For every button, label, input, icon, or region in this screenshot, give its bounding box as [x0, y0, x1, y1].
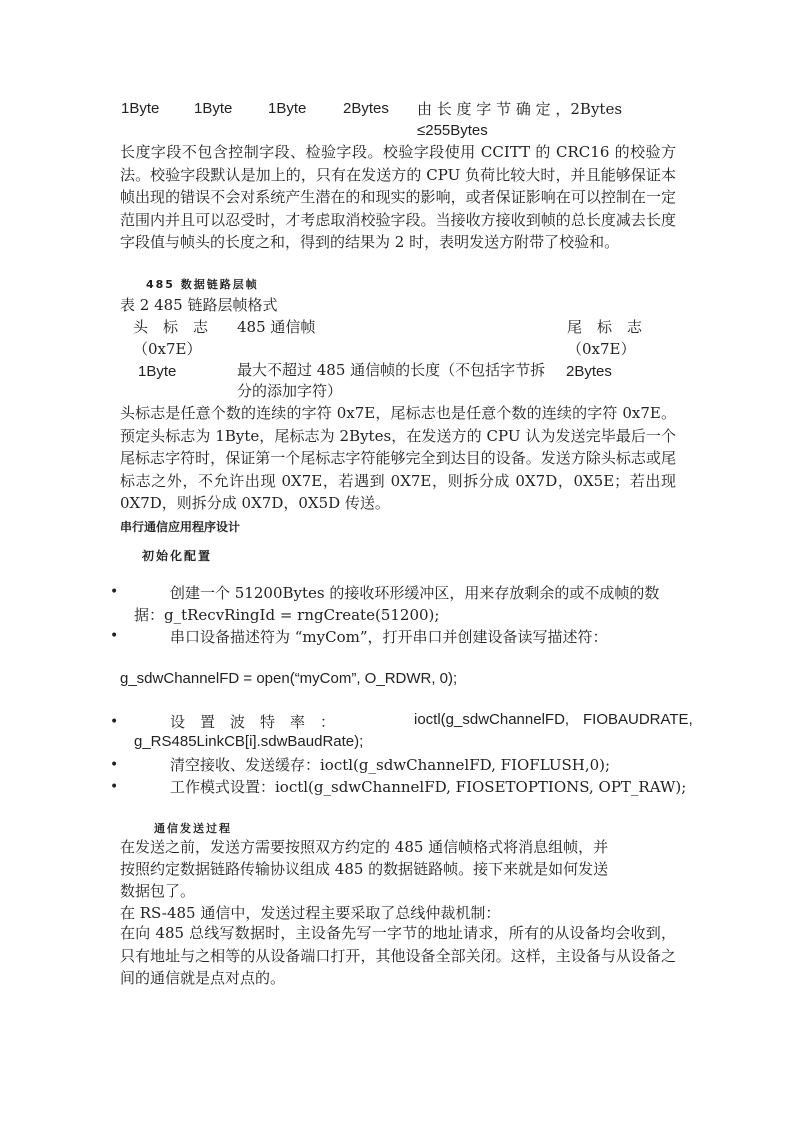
comm-line3: 数据包了。: [120, 882, 196, 900]
bullet4-text: 清空接收、发送缓存：ioctl(g_sdwChannelFD, FIOFLUSH,0);: [170, 756, 611, 774]
bus-write-paragraph: 在向 485 总线写数据时，主设备先写一字节的地址请求，所有的从设备均会收到，只有地址与之相等的从设备端口打开，其他设备全部关闭。这样，主设备与从设备之间的通信就是点对点的。: [120, 924, 676, 987]
bullet1-line2: 据：g_tRecvRingId = rngCreate(51200);: [134, 606, 440, 624]
bullet3-line2: g_RS485LinkCB[i].sdwBaudRate);: [134, 733, 364, 750]
comm-line4: 在 RS-485 通信中，发送过程主要采取了总线仲裁机制：: [120, 904, 501, 922]
table2-tail-value: （0x7E）: [567, 340, 636, 358]
table2-tail-label: 尾 标 志: [567, 318, 643, 336]
bullet3-arg: FIOBAUDRATE,: [583, 711, 693, 728]
bullet1-line1: 创建一个 51200Bytes 的接收环形缓冲区，用来存放剩余的或不成帧的数: [170, 584, 660, 602]
table2-row-mid-line1: 最大不超过 485 通信帧的长度（不包括字节拆: [237, 361, 546, 379]
table2-middle-label: 485 通信帧: [237, 318, 316, 336]
bullet5-text: 工作模式设置：ioctl(g_sdwChannelFD, FIOSETOPTIONS, OPT_RAW);: [170, 778, 687, 796]
bullet-dot: •: [110, 584, 119, 600]
bullet3-call: ioctl(g_sdwChannelFD,: [414, 711, 570, 728]
table1-col-3: 1Byte: [268, 100, 307, 117]
heading-485-frame: 485 数据链路层帧: [146, 278, 259, 291]
table2-head-label: 头 标 志: [133, 318, 209, 336]
bullet3-label: 设 置 波 特 率 ：: [170, 713, 336, 731]
table1-desc-line2: ≤255Bytes: [417, 122, 488, 139]
table2-caption: 表 2 485 链路层帧格式: [120, 296, 278, 314]
heading-serial-app: 串行通信应用程序设计: [120, 520, 241, 534]
table1-col-2: 1Byte: [194, 100, 233, 117]
length-field-paragraph: 长度字段不包含控制字段、检验字段。校验字段使用 CCITT 的 CRC16 的校验方法。校验字段默认是加上的，只有在发送方的 CPU 负荷比较大时，并且能够保证本帧出现的错误不会对系统产生潜在的和现实的影响，或者保证影响在可以控制在一定范围内并且可以忍受时，才考虑取消校验字段。当接收方接收到帧的总长度减去长度字段值与帧头的长度之和，得到的结果为 2 时，表明发送方附带了校验和。: [120, 143, 676, 251]
heading-init-config: 初始化配置: [142, 549, 213, 563]
table2-head-value: （0x7E）: [133, 340, 202, 358]
table2-row-right: 2Bytes: [566, 363, 612, 380]
comm-line1: 在发送之前，发送方需要按照双方约定的 485 通信帧格式将消息组帧，并: [120, 838, 609, 856]
head-flag-paragraph: 头标志是任意个数的连续的字符 0x7E，尾标志也是任意个数的连续的字符 0x7E。预定头标志为 1Byte，尾标志为 2Bytes，在发送方的 CPU 认为发送完毕最后一个尾标志字符时，保证第一个尾标志字符能够完全到达目的设备。发送方除头标志或尾标志之外，不允许出现 0X7E，若遇到 0X7E，则拆分成 0X7D，0X5E；若出现 0X7D，则拆分成 0X7D，0X5D 传送。: [120, 404, 676, 512]
bullet-dot: •: [110, 779, 119, 795]
code-open-line: g_sdwChannelFD = open(“myCom”, O_RDWR, 0);: [120, 670, 458, 687]
bullet-dot: •: [110, 628, 119, 644]
bullet-dot: •: [110, 757, 119, 773]
table1-col-1: 1Byte: [121, 100, 160, 117]
comm-line2: 按照约定数据链路传输协议组成 485 的数据链路帧。接下来就是如何发送: [120, 860, 609, 878]
bullet2-text: 串口设备描述符为 “myCom”，打开串口并创建设备读写描述符：: [170, 628, 608, 646]
bullet-dot: •: [110, 714, 119, 730]
table2-row-left: 1Byte: [138, 363, 177, 380]
heading-comm-process: 通信发送过程: [154, 822, 232, 835]
table1-desc-line1: 由 长 度 字 节 确 定 ，2Bytes: [417, 100, 623, 118]
table2-row-mid-line2: 分的添加字符）: [237, 382, 343, 400]
table1-col-4: 2Bytes: [343, 100, 389, 117]
